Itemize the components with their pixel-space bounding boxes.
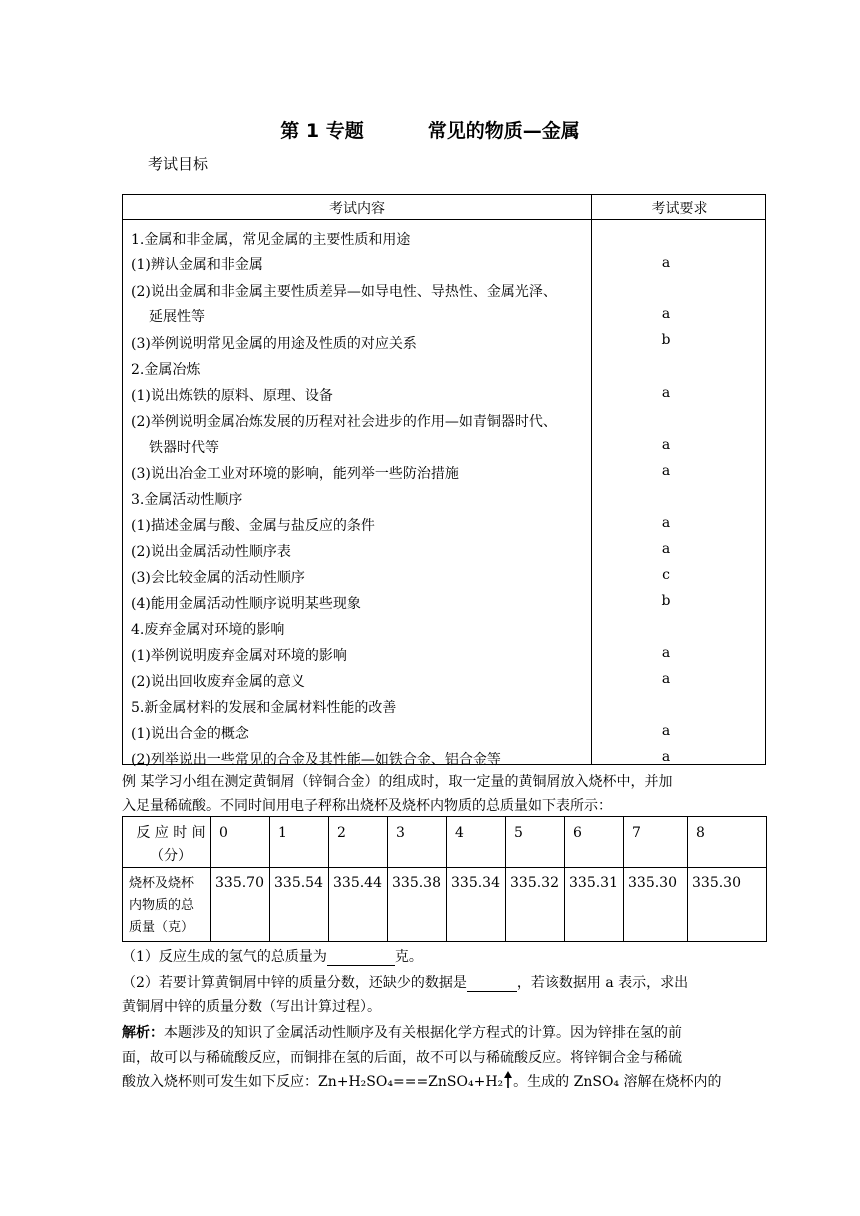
mass-cell: 335.44 xyxy=(333,875,382,891)
time-cell: 6 xyxy=(573,825,582,841)
objective-row-level: a xyxy=(661,671,671,687)
mass-cell: 335.54 xyxy=(274,875,323,891)
time-cell: 8 xyxy=(696,825,705,841)
column-divider xyxy=(505,817,506,941)
header-requirement: 考试要求 xyxy=(651,201,708,217)
objective-row-text: (1)说出合金的概念 xyxy=(131,726,249,742)
mass-cell: 335.30 xyxy=(628,875,677,891)
objective-row-text: (1)说出炼铁的原料、原理、设备 xyxy=(131,388,333,404)
time-cell: 0 xyxy=(219,825,228,841)
column-divider xyxy=(269,817,270,941)
objective-row-text: (4)能用金属活动性顺序说明某些现象 xyxy=(131,596,361,612)
question-2-line-2: 黄铜屑中锌的质量分数（写出计算过程）。 xyxy=(122,999,381,1015)
mass-cell: 335.38 xyxy=(392,875,441,891)
objective-row-level: a xyxy=(661,749,671,765)
page-title: 第 1 专题 常见的物质—金属 xyxy=(280,120,580,142)
objective-row-level: a xyxy=(661,255,671,271)
objective-row-text: (1)描述金属与酸、金属与盐反应的条件 xyxy=(131,518,375,534)
objective-row-level: a xyxy=(661,723,671,739)
objective-row-text: (1)举例说明废弃金属对环境的影响 xyxy=(131,648,347,664)
time-cell: 1 xyxy=(278,825,287,841)
analysis-line-3: 酸放入烧杯则可发生如下反应：Zn+H₂SO₄===ZnSO₄+H₂ 。生成的 ZnSO₄ 溶解在烧杯内的 xyxy=(122,1071,772,1091)
mass-label-line: 烧杯及烧杯 xyxy=(129,876,195,891)
mass-label-line: 质量（克） xyxy=(129,920,195,935)
example-line-2: 入足量稀硫酸。不同时间用电子秤称出烧杯及烧杯内物质的总质量如下表所示： xyxy=(122,798,612,814)
objective-row-level: a xyxy=(661,541,671,557)
gas-up-arrow-icon xyxy=(503,1071,513,1089)
column-divider xyxy=(564,817,565,941)
objective-row-level: a xyxy=(661,463,671,479)
objective-row-text: 铁器时代等 xyxy=(149,440,219,456)
row-divider xyxy=(123,867,766,868)
objective-row-level: a xyxy=(661,306,671,322)
answer-blank-1 xyxy=(327,949,395,966)
objective-row-level: a xyxy=(661,385,671,401)
objective-row-text: 2.金属冶炼 xyxy=(131,362,201,378)
objective-row-text: 5.新金属材料的发展和金属材料性能的改善 xyxy=(131,700,397,716)
column-divider xyxy=(328,817,329,941)
example-line-1: 例 某学习小组在测定黄铜屑（锌铜合金）的组成时，取一定量的黄铜屑放入烧杯中，并加 xyxy=(122,774,673,790)
time-cell: 7 xyxy=(632,825,641,841)
objective-row-text: (3)说出冶金工业对环境的影响，能列举一些防治措施 xyxy=(131,466,459,482)
objective-row-text: (2)列举说出一些常见的合金及其性能—如铁合金、铝合金等 xyxy=(131,752,501,768)
mass-cell: 335.30 xyxy=(692,875,741,891)
objective-row-text: 延展性等 xyxy=(149,309,205,325)
objective-row-level: a xyxy=(661,645,671,661)
question-1: （1）反应生成的氢气的总质量为 克。 xyxy=(122,949,423,965)
time-unit-label: （分） xyxy=(150,848,192,864)
mass-label xyxy=(129,873,209,939)
time-cell: 5 xyxy=(514,825,523,841)
column-divider xyxy=(387,817,388,941)
objective-row-text: (2)说出回收废弃金属的意义 xyxy=(131,674,305,690)
answer-blank-2 xyxy=(467,975,517,992)
question-2: （2）若要计算黄铜屑中锌的质量分数，还缺少的数据是 ，若该数据用 a 表示，求出 xyxy=(122,975,689,991)
analysis-line-2: 面，故可以与稀硫酸反应，而铜排在氢的后面，故不可以与稀硫酸反应。将锌铜合金与稀硫 xyxy=(122,1050,682,1066)
objective-row-text: (2)说出金属和非金属主要性质差异—如导电性、导热性、金属光泽、 xyxy=(131,284,557,300)
objective-row-level: b xyxy=(661,332,671,348)
analysis-line-1: 解析：本题涉及的知识了金属活动性顺序及有关根据化学方程式的计算。因为锌排在氢的前 xyxy=(122,1025,682,1041)
column-divider xyxy=(687,817,688,941)
column-divider xyxy=(623,817,624,941)
objective-row-level: c xyxy=(662,567,670,583)
column-divider xyxy=(446,817,447,941)
objective-row-level: a xyxy=(661,515,671,531)
mass-cell: 335.31 xyxy=(569,875,618,891)
objective-row-text: (2)举例说明金属冶炼发展的历程对社会进步的作用—如青铜器时代、 xyxy=(131,414,557,430)
objective-row-text: (3)会比较金属的活动性顺序 xyxy=(131,570,305,586)
objective-row-text: (1)辨认金属和非金属 xyxy=(131,257,263,273)
time-cell: 4 xyxy=(455,825,464,841)
objective-row-text: 3.金属活动性顺序 xyxy=(131,492,243,508)
mass-cell: 335.34 xyxy=(451,875,500,891)
section-subtitle: 考试目标 xyxy=(148,155,209,173)
chemical-equation: Zn+H₂SO₄===ZnSO₄+H₂ xyxy=(318,1074,504,1090)
data-table xyxy=(122,816,767,942)
objectives-header xyxy=(123,195,765,220)
objective-row-text: (2)说出金属活动性顺序表 xyxy=(131,544,291,560)
time-label: 反 应 时 间 xyxy=(136,825,206,841)
column-divider xyxy=(591,195,592,764)
objective-row-level: b xyxy=(661,593,671,609)
header-content: 考试内容 xyxy=(329,201,385,217)
objective-row-text: 4.废弃金属对环境的影响 xyxy=(131,622,285,638)
mass-cell: 335.70 xyxy=(215,875,264,891)
objective-row-text: 1.金属和非金属，常见金属的主要性质和用途 xyxy=(131,232,411,248)
objective-row-level: a xyxy=(661,437,671,453)
mass-label-line: 内物质的总 xyxy=(129,898,195,913)
time-cell: 3 xyxy=(396,825,405,841)
time-cell: 2 xyxy=(337,825,346,841)
mass-cell: 335.32 xyxy=(510,875,559,891)
objective-row-text: (3)举例说明常见金属的用途及性质的对应关系 xyxy=(131,336,417,352)
objectives-table xyxy=(122,194,766,768)
